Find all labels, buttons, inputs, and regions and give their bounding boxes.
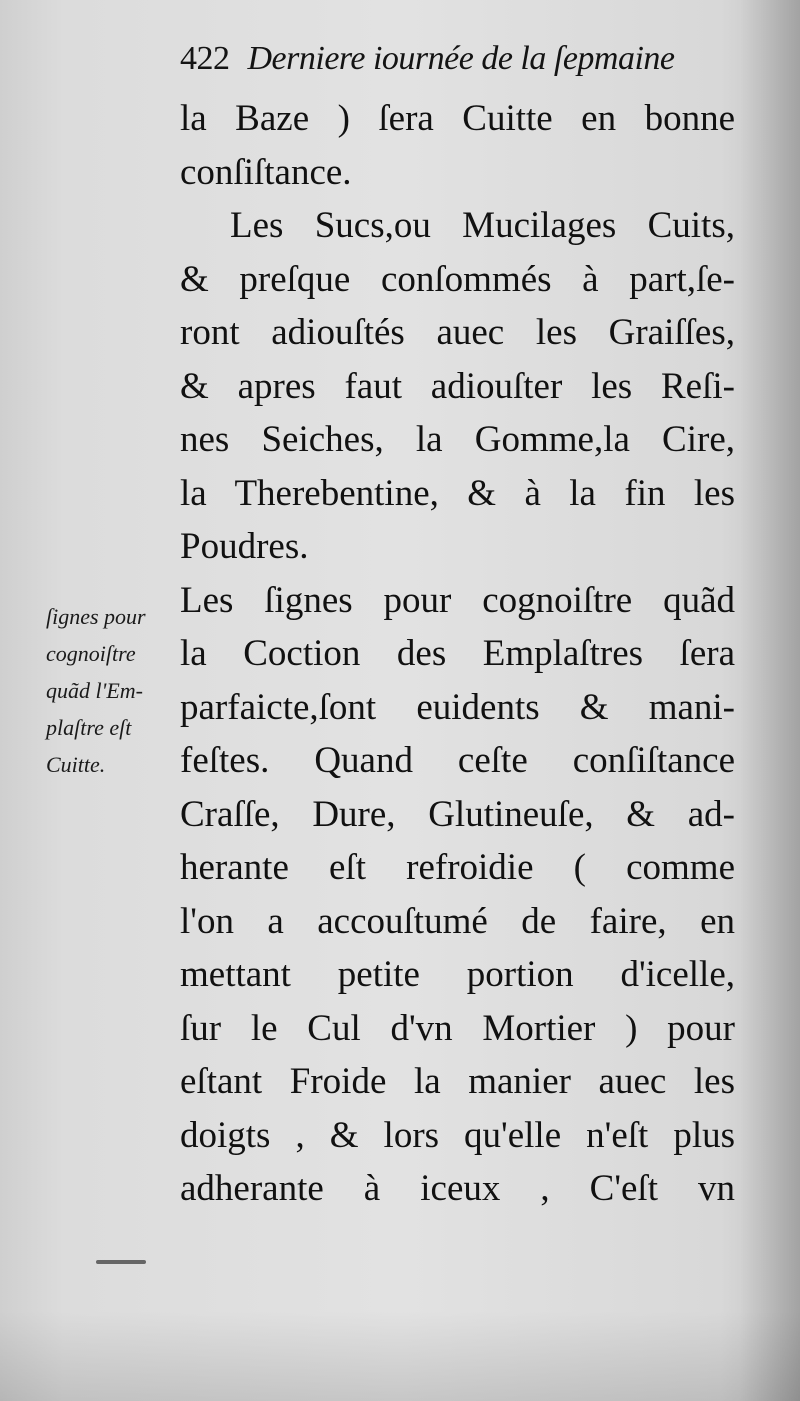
text-line: l'on a accouſtumé de faire, en [180, 900, 735, 942]
text-line: & apres faut adiouſter les Reſi- [180, 365, 735, 407]
margin-note-line: plaſtre eſt [46, 715, 132, 740]
text-line: & preſque conſommés à part,ſe- [180, 258, 735, 300]
text-line: herante eſt refroidie ( comme [180, 847, 735, 888]
text-line: la Therebentine, & à la fin les [180, 472, 735, 514]
text-line: Craſſe, Dure, Glutineuſe, & ad- [180, 793, 735, 835]
text-line: la Baze ) ſera Cuitte en bonne [180, 98, 735, 139]
margin-note [46, 598, 178, 783]
text-line: ſur le Cul d'vn Mortier ) pour [180, 1007, 735, 1049]
text-line: parfaicte,ſont euidents & mani- [180, 686, 735, 728]
ink-mark-decoration [96, 1260, 146, 1264]
margin-note-line: quãd l'Em- [46, 678, 143, 703]
page-number: 422 [180, 40, 230, 77]
margin-note-line: ſignes pour [46, 604, 146, 629]
running-title: Derniere iournée de la ſepmaine [247, 40, 675, 77]
text-line: adherante à iceux , C'eſt vn [180, 1168, 735, 1209]
text-line: mettant petite portion d'icelle, [180, 954, 735, 995]
text-line: ront adiouſtés auec les Graiſſes, [180, 312, 735, 353]
text-line: Poudres. [180, 526, 309, 567]
page-shadow-right [740, 0, 800, 1401]
text-line: Les ſignes pour cognoiſtre quãd [180, 579, 735, 621]
text-line: doigts , & lors qu'elle n'eſt plus [180, 1114, 735, 1156]
text-line: la Coction des Emplaſtres ſera [180, 633, 735, 674]
main-text-block [180, 92, 735, 1216]
text-line: conſiſtance. [180, 151, 352, 193]
margin-note-line: cognoiſtre [46, 641, 136, 666]
margin-note-line: Cuitte. [46, 752, 106, 777]
text-line: eſtant Froide la manier auec les [180, 1061, 735, 1102]
running-header [180, 40, 740, 78]
text-line: Les Sucs,ou Mucilages Cuits, [230, 205, 735, 246]
text-line: feſtes. Quand ceſte conſiſtance [180, 740, 735, 781]
text-line: nes Seiches, la Gomme,la Cire, [180, 419, 735, 460]
page-shadow-bottom [0, 1311, 800, 1401]
